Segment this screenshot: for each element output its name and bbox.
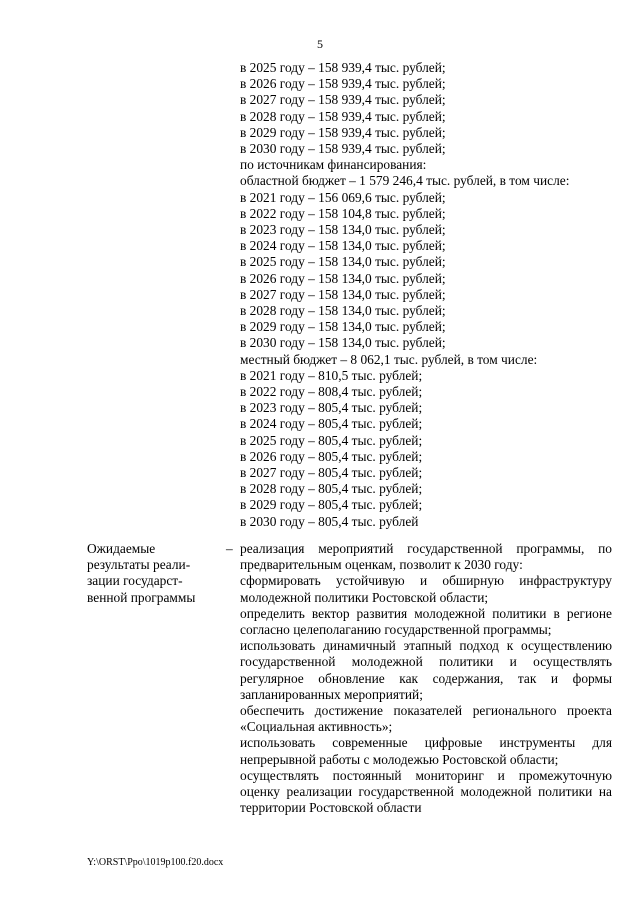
financing-line: в 2024 году – 805,4 тыс. рублей; (240, 416, 423, 432)
file-path-footer: Y:\ORST\Ppo\1019p100.f20.docx (87, 857, 224, 868)
financing-line: в 2021 году – 810,5 тыс. рублей; (240, 367, 423, 383)
expected-result-item: обеспечить достижение показателей регионального проекта «Социальная активность»; (240, 703, 612, 735)
expected-results-text (240, 541, 612, 816)
financing-line: в 2024 году – 158 134,0 тыс. рублей; (240, 238, 446, 254)
financing-line: в 2022 году – 158 104,8 тыс. рублей; (240, 205, 446, 221)
financing-line: местный бюджет – 8 062,1 тыс. рублей, в том числе: (240, 351, 538, 367)
financing-line: в 2023 году – 805,4 тыс. рублей; (240, 400, 423, 416)
financing-line: в 2025 году – 805,4 тыс. рублей; (240, 432, 423, 448)
expected-result-item: сформировать устойчивую и обширную инфраструктуру молодежной политики Ростовской области; (240, 573, 612, 605)
financing-line: в 2028 году – 805,4 тыс. рублей; (240, 481, 423, 497)
financing-line: областной бюджет – 1 579 246,4 тыс. рублей, в том числе: (240, 173, 570, 189)
financing-line: в 2027 году – 805,4 тыс. рублей; (240, 465, 423, 481)
expected-result-item: осуществлять постоянный мониторинг и промежуточную оценку реализации государственной молодежной политики на территории Ростовской области (240, 767, 612, 816)
financing-line: в 2026 году – 158 939,4 тыс. рублей; (240, 76, 446, 92)
expected-results-label: Ожидаемые результаты реали-зации государст-венной программы (87, 541, 196, 605)
financing-line: в 2030 году – 158 134,0 тыс. рублей; (240, 335, 446, 351)
expected-result-item: реализация мероприятий государственной программы, по предварительным оценкам, позволит к 2030 году: (240, 541, 612, 573)
financing-line: в 2026 году – 158 134,0 тыс. рублей; (240, 270, 446, 286)
expected-result-item: определить вектор развития молодежной политики в регионе согласно целеполаганию государственной программы; (240, 605, 612, 638)
financing-line: в 2021 году – 156 069,6 тыс. рублей; (240, 189, 446, 205)
expected-result-item: использовать современные цифровые инструменты для непрерывной работы с молодежью Ростовской области; (240, 735, 612, 767)
financing-line: в 2029 году – 158 134,0 тыс. рублей; (240, 319, 446, 335)
financing-line: в 2030 году – 805,4 тыс. рублей (240, 513, 419, 529)
financing-line: в 2026 году – 805,4 тыс. рублей; (240, 448, 423, 464)
financing-line: в 2029 году – 158 939,4 тыс. рублей; (240, 124, 446, 140)
financing-line: в 2025 году – 158 939,4 тыс. рублей; (240, 60, 446, 75)
financing-line: в 2027 году – 158 134,0 тыс. рублей; (240, 286, 446, 302)
financing-line: по источникам финансирования: (240, 157, 427, 173)
financing-line: в 2029 году – 805,4 тыс. рублей; (240, 497, 423, 513)
financing-line: в 2022 году – 808,4 тыс. рублей; (240, 384, 423, 400)
page-number: 5 (317, 37, 323, 51)
expected-results-dash: – (226, 541, 233, 556)
financing-line: в 2030 году – 158 939,4 тыс. рублей; (240, 141, 446, 157)
financing-line: в 2027 году – 158 939,4 тыс. рублей; (240, 92, 446, 108)
financing-list (240, 60, 612, 530)
financing-line: в 2028 году – 158 134,0 тыс. рублей; (240, 303, 446, 319)
financing-line: в 2028 году – 158 939,4 тыс. рублей; (240, 108, 446, 124)
expected-result-item: использовать динамичный этапный подход к осуществлению государственной молодежной политики и осуществлять регулярное обновление как содержания, так и формы запланированных мероприятий; (240, 638, 612, 702)
financing-line: в 2025 году – 158 134,0 тыс. рублей; (240, 254, 446, 270)
financing-line: в 2023 году – 158 134,0 тыс. рублей; (240, 222, 446, 238)
